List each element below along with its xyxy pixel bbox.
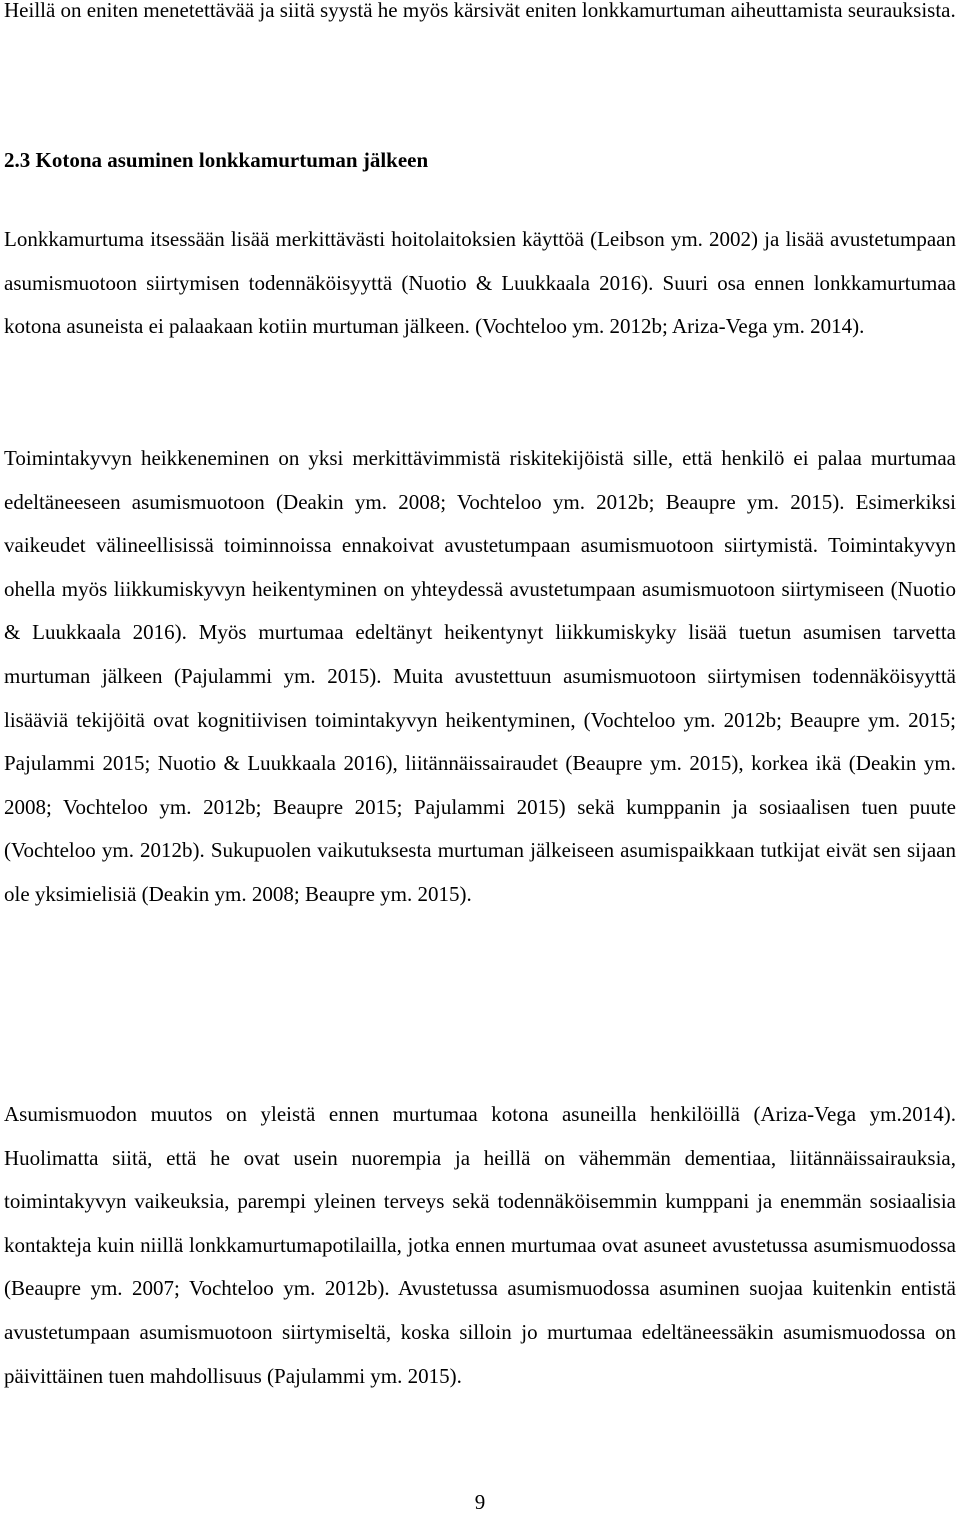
page-number: 9 — [474, 1490, 486, 1514]
paragraph-1: Lonkkamurtuma itsessään lisää merkittävästi hoitolaitoksien käyttöä (Leibson ym. 2002) ja lisää avustetumpaan asumismuotoon siirtymisen todennäköisyyttä (Nuotio & Luukkaala 2016). Suuri osa ennen lonkkamurtumaa kotona asuneista ei palaakaan kotiin murtuman jälkeen. (Vochteloo ym. 2012b; Ariza-Vega ym. 2014). — [4, 227, 956, 339]
paragraph-3: Asumismuodon muutos on yleistä ennen murtumaa kotona asuneilla henkilöillä (Ariza-Vega ym.2014). Huolimatta siitä, että he ovat usein nuorempia ja heillä on vähemmän dementiaa, liitännäissairauksia, toimintakyvyn vaikeuksia, parempi yleinen terveys sekä todennäköisemmin kumppani ja enemmän sosiaalisia kontakteja kuin niillä lonkkamurtumapotilailla, jotka ennen murtumaa ovat asuneet avustetussa asumismuodossa (Beaupre ym. 2007; Vochteloo ym. 2012b). Avustetussa asumismuodossa asuminen suojaa kuitenkin entistä avustetumpaan asumismuotoon siirtymiseltä, koska silloin jo murtumaa edeltäneessäkin asumismuodossa on päivittäinen tuen mahdollisuus (Pajulammi ym. 2015). — [4, 1102, 956, 1388]
paragraph-2: Toimintakyvyn heikkeneminen on yksi merkittävimmistä riskitekijöistä sille, että henkilö ei palaa murtumaa edeltäneeseen asumismuotoon (Deakin ym. 2008; Vochteloo ym. 2012b; Beaupre ym. 2015). Esimerkiksi vaikeudet välineellisissä toiminnoissa ennakoivat avustetumpaan asumismuotoon siirtymistä. Toimintakyvyn ohella myös liikkumiskyvyn heikentyminen on yhteydessä avustetumpaan asumismuotoon siirtymiseen (Nuotio & Luukkaala 2016). Myös murtumaa edeltänyt heikentynyt liikkumiskyky lisää tuetun asumisen tarvetta murtuman jälkeen (Pajulammi ym. 2015). Muita avustettuun asumismuotoon siirtymisen todennäköisyyttä lisääviä tekijöitä ovat kognitiivisen toimintakyvyn heikentyminen, (Vochteloo ym. 2012b; Beaupre ym. 2015; Pajulammi 2015; Nuotio & Luukkaala 2016), liitännäissairaudet (Beaupre ym. 2015), korkea ikä (Deakin ym. 2008; Vochteloo ym. 2012b; Beaupre 2015; Pajulammi 2015) sekä kumppanin ja sosiaalisen tuen puute (Vochteloo ym. 2012b). Sukupuolen vaikutuksesta murtuman jälkeiseen asumispaikkaan tutkijat eivät sen sijaan ole yksimielisiä (Deakin ym. 2008; Beaupre ym. 2015). — [4, 446, 956, 906]
intro-paragraph: Heillä on eniten menetettävää ja siitä syystä he myös kärsivät eniten lonkkamurtuman aiheuttamista seurauksista. — [4, 0, 956, 22]
section-heading: 2.3 Kotona asuminen lonkkamurtuman jälkeen — [4, 148, 429, 172]
